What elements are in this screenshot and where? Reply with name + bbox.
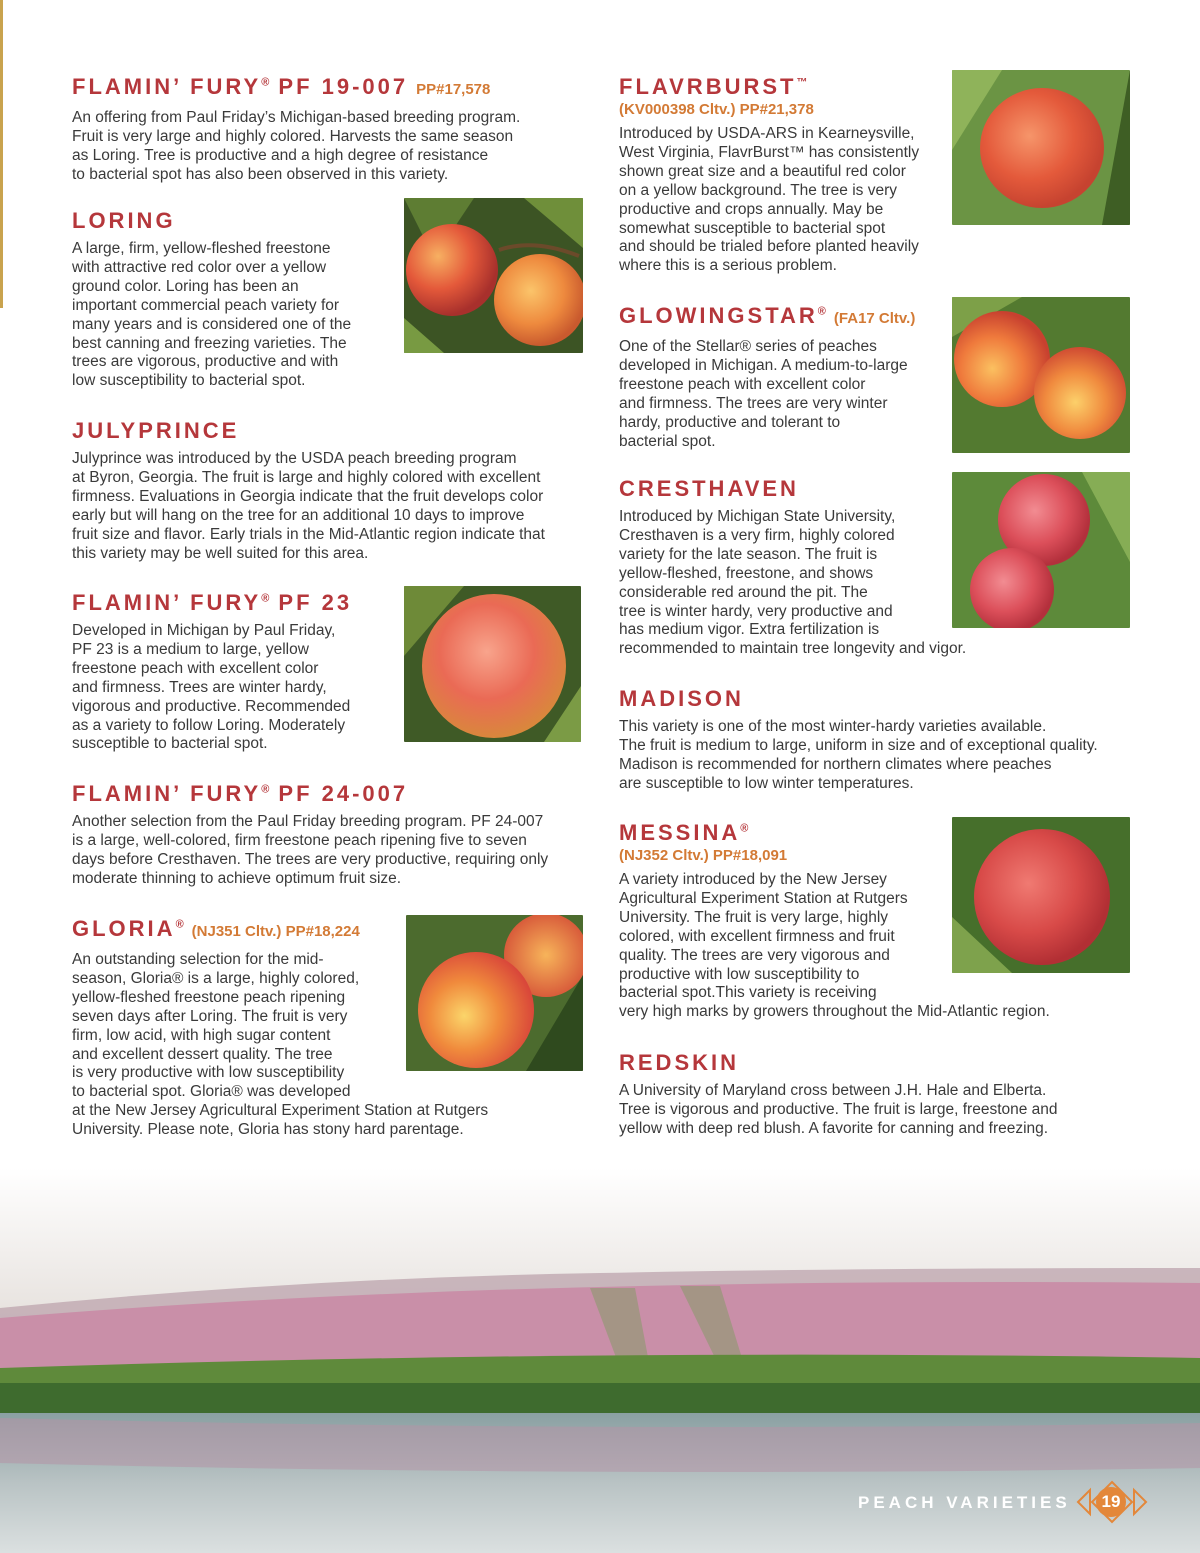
variety-title: JULYPRINCE — [72, 418, 240, 443]
loring-peach-photo — [404, 198, 583, 353]
flavrburst-peach-photo — [952, 70, 1130, 225]
cultivar-patent: (KV000398 Cltv.) PP#21,378 — [619, 101, 814, 118]
variety-description: Introduced by USDA-ARS in Kearneysville, West Virginia, FlavrBurst™ has consistently shown great size and a beautiful red color on a yellow background. The tree is very productive and crops annually. May be somewhat susceptible to bacterial spot and should be trialed before planted heavily where this is a serious problem. — [619, 125, 920, 275]
patent-number: PP#17,578 — [416, 81, 491, 98]
messina-peach-photo — [952, 817, 1130, 973]
cultivar-patent: (FA17 Cltv.) — [833, 310, 916, 327]
flamin-fury-23-peach-photo — [404, 586, 581, 742]
variety-description: This variety is one of the most winter-hardy varieties available. The fruit is medium to large, uniform in size and of exceptional quality. Madison is recommended for northern climates where peaches are susceptible to low winter temperatures. — [619, 718, 1098, 792]
variety-redskin — [619, 1050, 1139, 1139]
variety-title: FLAMIN’ FURY® PF 23 — [72, 590, 353, 615]
variety-title: GLOWINGSTAR® (FA17 Cltv.) — [619, 303, 916, 328]
variety-glowingstar — [619, 303, 949, 451]
variety-description: Developed in Michigan by Paul Friday, PF 23 is a medium to large, yellow freestone peach with excellent color and firmness. Trees are winter hardy, vigorous and productive. Recommended as a variety to follow Loring. Moderately susceptible to bacterial spot. — [72, 622, 351, 753]
variety-title: LORING — [72, 208, 176, 233]
variety-description: Julyprince was introduced by the USDA peach breeding program at Byron, Georgia. The fruit is large and highly colored with excellent firmness. Evaluations in Georgia indicate that the fruit develops color early but will hang on the tree for an additional 10 days to improve fruit size and flavor. Early trials in the Mid-Atlantic region indicate that this variety may be well suited for this area. — [72, 450, 545, 562]
variety-description: A variety introduced by the New Jersey Agricultural Experiment Station at Rutgers University. The fruit is very large, highly colored, with excellent firmness and fruit quality. The trees are very vigorous and productive with low susceptibility to bacterial spot.This variety is receiving very high marks by growers throughout the Mid-Atlantic region. — [619, 871, 1050, 1021]
variety-description: A University of Maryland cross between J.H. Hale and Elberta. Tree is vigorous and productive. The fruit is large, freestone and yellow with deep red blush. A favorite for canning and freezing. — [619, 1082, 1058, 1137]
variety-flamin-fury-19-007 — [72, 74, 592, 185]
variety-title: REDSKIN — [619, 1050, 740, 1075]
variety-description: Introduced by Michigan State University, Cresthaven is a very firm, highly colored variety for the late season. The fruit is yellow-fleshed, freestone, and shows considerable red around the pit. The tree is winter hardy, very productive and has medium vigor. Extra fertilization is recommended to maintain tree longevity and vigor. — [619, 508, 967, 658]
page-number: 19 — [1096, 1487, 1126, 1517]
margin-accent-rule — [0, 0, 3, 308]
variety-loring — [72, 208, 392, 391]
variety-flavrburst — [619, 74, 949, 276]
variety-title: FLAVRBURST™ — [619, 74, 808, 99]
glowingstar-peach-photo — [952, 297, 1130, 453]
variety-title: FLAMIN’ FURY® PF 24-007 — [72, 781, 409, 806]
variety-julyprince — [72, 418, 592, 563]
variety-title: CRESTHAVEN — [619, 476, 799, 501]
variety-title: GLORIA® (NJ351 Cltv.) PP#18,224 — [72, 916, 360, 941]
variety-flamin-fury-23 — [72, 590, 402, 754]
running-head: PEACH VARIETIES — [858, 1493, 1071, 1512]
variety-flamin-fury-24-007 — [72, 781, 592, 889]
variety-title: MESSINA® — [619, 820, 749, 845]
variety-description: An outstanding selection for the mid- season, Gloria® is a large, highly colored, yellow-fleshed freestone peach ripening seven days after Loring. The fruit is very firm, low acid, with high sugar content and excellent dessert quality. The tree is very productive with low susceptibility to bacterial spot. Gloria® was developed at the New Jersey Agricultural Experiment Station at Rutgers University. Please note, Gloria has stony hard parentage. — [72, 951, 489, 1139]
variety-title: FLAMIN’ FURY® PF 19-007 PP#17,578 — [72, 74, 491, 99]
cultivar-patent: (NJ351 Cltv.) PP#18,224 — [191, 923, 360, 940]
variety-description: One of the Stellar® series of peaches developed in Michigan. A medium-to-large freestone peach with excellent color and firmness. The trees are very winter hardy, productive and tolerant to bacterial spot. — [619, 338, 908, 450]
variety-madison — [619, 686, 1139, 794]
variety-description: An offering from Paul Friday’s Michigan-based breeding program. Fruit is very large and highly colored. Harvests the same season as Loring. Tree is productive and a high degree of resistance to bacterial spot has also been observed in this variety. — [72, 109, 521, 183]
variety-description: Another selection from the Paul Friday breeding program. PF 24-007 is a large, well-colored, firm freestone peach ripening five to seven days before Cresthaven. The trees are very productive, requiring only moderate thinning to achieve optimum fruit size. — [72, 813, 549, 887]
variety-title: MADISON — [619, 686, 744, 711]
cultivar-patent: (NJ352 Cltv.) PP#18,091 — [619, 847, 788, 864]
gloria-peach-photo — [406, 915, 583, 1071]
variety-description: A large, firm, yellow-fleshed freestone with attractive red color over a yellow ground color. Loring has been an important commercial peach variety for many years and is considered one of the best canning and freezing varieties. The trees are vigorous, productive and with low susceptibility to bacterial spot. — [72, 240, 352, 390]
cresthaven-peach-photo — [952, 472, 1130, 628]
